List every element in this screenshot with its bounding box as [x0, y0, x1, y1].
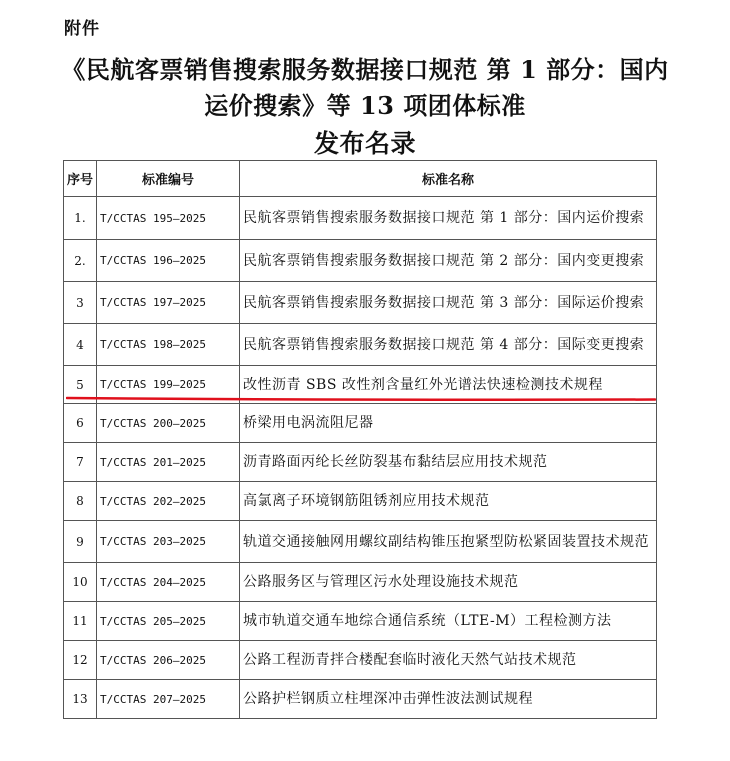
doc-title-line-3: 发布名录 [313, 129, 416, 158]
row-code: T/CCTAS 206—2025 [97, 641, 240, 680]
row-name: 公路护栏钢质立柱埋深冲击弹性波法测试规程 [240, 680, 657, 719]
row-name: 民航客票销售搜索服务数据接口规范 第 1 部分：国内运价搜索 [240, 197, 657, 240]
row-name: 公路服务区与管理区污水处理设施技术规范 [240, 563, 657, 602]
doc-title-line-2: 运价搜索》等 13 项团体标准 [204, 91, 526, 120]
row-code: T/CCTAS 200—2025 [97, 404, 240, 443]
row-code: T/CCTAS 201—2025 [97, 443, 240, 482]
row-no: 4 [64, 324, 97, 366]
header-name: 标准名称 [240, 161, 657, 197]
standards-table [63, 160, 657, 719]
header-code: 标准编号 [97, 161, 240, 197]
row-name: 民航客票销售搜索服务数据接口规范 第 4 部分：国际变更搜索 [240, 324, 657, 366]
row-name: 民航客票销售搜索服务数据接口规范 第 3 部分：国际运价搜索 [240, 282, 657, 324]
row-code: T/CCTAS 196—2025 [97, 240, 240, 282]
row-code: T/CCTAS 197—2025 [97, 282, 240, 324]
row-no: 6 [64, 404, 97, 443]
row-code: T/CCTAS 204—2025 [97, 563, 240, 602]
row-name: 改性沥青 SBS 改性剂含量红外光谱法快速检测技术规程 [240, 366, 657, 404]
row-name: 城市轨道交通车地综合通信系统（LTE-M）工程检测方法 [240, 602, 657, 641]
row-code: T/CCTAS 195—2025 [97, 197, 240, 240]
table-row [64, 602, 657, 641]
table-row [64, 404, 657, 443]
row-no: 3 [64, 282, 97, 324]
table-row [64, 282, 657, 324]
table-row [64, 240, 657, 282]
table-row [64, 563, 657, 602]
row-name: 沥青路面丙纶长丝防裂基布黏结层应用技术规范 [240, 443, 657, 482]
annex-label: 附件 [64, 19, 100, 39]
row-name: 公路工程沥青拌合楼配套临时液化天然气站技术规范 [240, 641, 657, 680]
row-no: 5 [64, 366, 97, 404]
row-code: T/CCTAS 203—2025 [97, 521, 240, 563]
row-code: T/CCTAS 198—2025 [97, 324, 240, 366]
row-no: 2. [64, 240, 97, 282]
row-no: 9 [64, 521, 97, 563]
table-row-highlighted [64, 366, 657, 404]
row-no: 8 [64, 482, 97, 521]
row-name: 桥梁用电涡流阻尼器 [240, 404, 657, 443]
table-row [64, 521, 657, 563]
row-name: 民航客票销售搜索服务数据接口规范 第 2 部分：国内变更搜索 [240, 240, 657, 282]
table-row [64, 324, 657, 366]
row-no: 10 [64, 563, 97, 602]
header-no: 序号 [64, 161, 97, 197]
row-no: 7 [64, 443, 97, 482]
row-code: T/CCTAS 202—2025 [97, 482, 240, 521]
table-header-row [64, 161, 657, 197]
doc-title-line-1: 《民航客票销售搜索服务数据接口规范 第 1 部分：国内 [61, 55, 669, 84]
row-no: 13 [64, 680, 97, 719]
row-name: 轨道交通接触网用螺纹副结构锥压抱紧型防松紧固装置技术规范 [240, 521, 657, 563]
row-code: T/CCTAS 199—2025 [97, 366, 240, 404]
table-row [64, 680, 657, 719]
table-row [64, 443, 657, 482]
row-name: 高氯离子环境钢筋阻锈剂应用技术规范 [240, 482, 657, 521]
table-row [64, 482, 657, 521]
row-code: T/CCTAS 205—2025 [97, 602, 240, 641]
table-row [64, 197, 657, 240]
table-row [64, 641, 657, 680]
row-no: 12 [64, 641, 97, 680]
row-no: 11 [64, 602, 97, 641]
row-code: T/CCTAS 207—2025 [97, 680, 240, 719]
row-no: 1. [64, 197, 97, 240]
